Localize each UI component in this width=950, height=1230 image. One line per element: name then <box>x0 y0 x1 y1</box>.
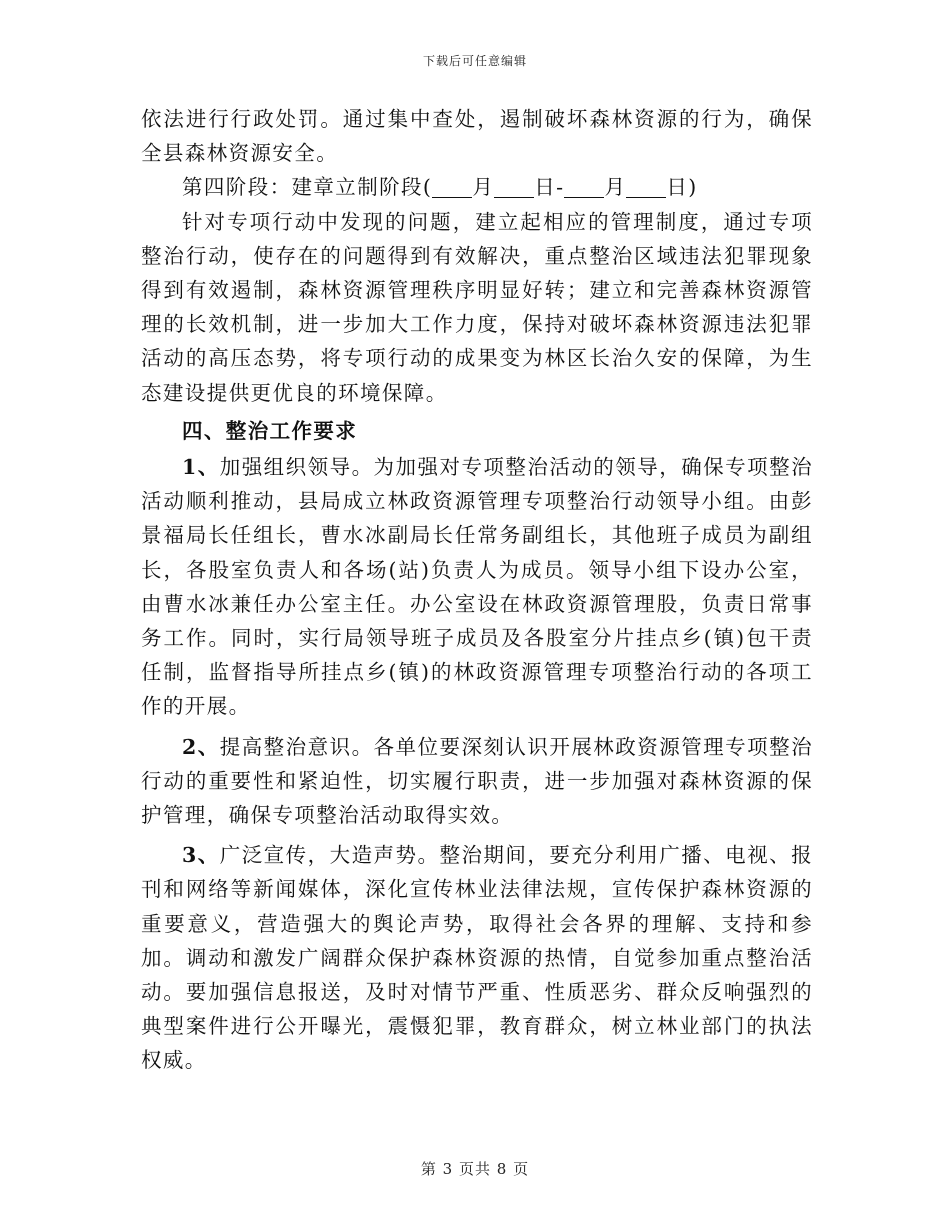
page-footer: 第 3 页共 8 页 <box>420 1160 530 1178</box>
item-text: 加强组织领导。为加强对专项整治活动的领导，确保专项整治活动顺利推动，县局成立林政资源管理专项整治行动领导小组。由彭景福局长任组长，曹水冰副局长任常务副组长，其他班子成员为副组长，各股室负责人和各场(站)负责人为成员。领导小组下设办公室，由曹水冰兼任办公室主任。办公室设在林政资源管理股，负责日常事务工作。同时，实行局领导班子成员及各股室分片挂点乡(镇)包干责任制，监督指导所挂点乡(镇)的林政资源管理专项整治行动的各项工作的开展。 <box>141 455 813 719</box>
item-number: 3、 <box>182 843 220 868</box>
stage-four-label: 第四阶段：建章立制阶段( <box>182 175 433 200</box>
item-text: 提高整治意识。各单位要深刻认识开展林政资源管理专项整治行动的重要性和紧迫性，切实履行职责，进一步加强对森林资源的保护管理，确保专项整治活动取得实效。 <box>141 734 813 828</box>
day-label: 日- <box>534 175 565 200</box>
day-label-2: 日) <box>666 175 698 200</box>
blank-month-2 <box>564 177 604 198</box>
document-body <box>141 102 813 1078</box>
month-label: 月 <box>472 175 495 200</box>
item-number: 2、 <box>182 734 220 759</box>
paragraph-stage-four: 针对专项行动中发现的问题，建立起相应的管理制度，通过专项整治行动，使存在的问题得到有效解决，重点整治区域违法犯罪现象得到有效遏制，森林资源管理秩序明显好转；建立和完善森林资源管理的长效机制，进一步加大工作力度，保持对破坏森林资源违法犯罪活动的高压态势，将专项行动的成果变为林区长治久安的保障，为生态建设提供更优良的环境保障。 <box>141 209 813 405</box>
item-publicity <box>141 838 813 1077</box>
item-text: 广泛宣传，大造声势。整治期间，要充分利用广播、电视、报刊和网络等新闻媒体，深化宣传林业法律法规，宣传保护森林资源的重要意义，营造强大的舆论声势，取得社会各界的理解、支持和参加。调动和激发广阔群众保护森林资源的热情，自觉参加重点整治活动。要加强信息报送，及时对情节严重、性质恶劣、群众反响强烈的典型案件进行公开曝光，震慑犯罪，教育群众，树立林业部门的执法权威。 <box>141 843 813 1073</box>
stage-four-line <box>141 170 813 204</box>
item-number: 1、 <box>182 455 220 480</box>
blank-month-1 <box>432 177 472 198</box>
page-header: 下载后可任意编辑 <box>422 54 527 68</box>
section-heading-requirements: 四、整治工作要求 <box>182 418 358 443</box>
item-organization-leadership <box>141 450 813 724</box>
blank-day-2 <box>626 177 666 198</box>
blank-day-1 <box>494 177 534 198</box>
item-awareness <box>141 730 813 833</box>
paragraph-penalty: 依法进行行政处罚。通过集中查处，遏制破坏森林资源的行为，确保全县森林资源安全。 <box>141 107 813 166</box>
month-label-2: 月 <box>604 175 627 200</box>
